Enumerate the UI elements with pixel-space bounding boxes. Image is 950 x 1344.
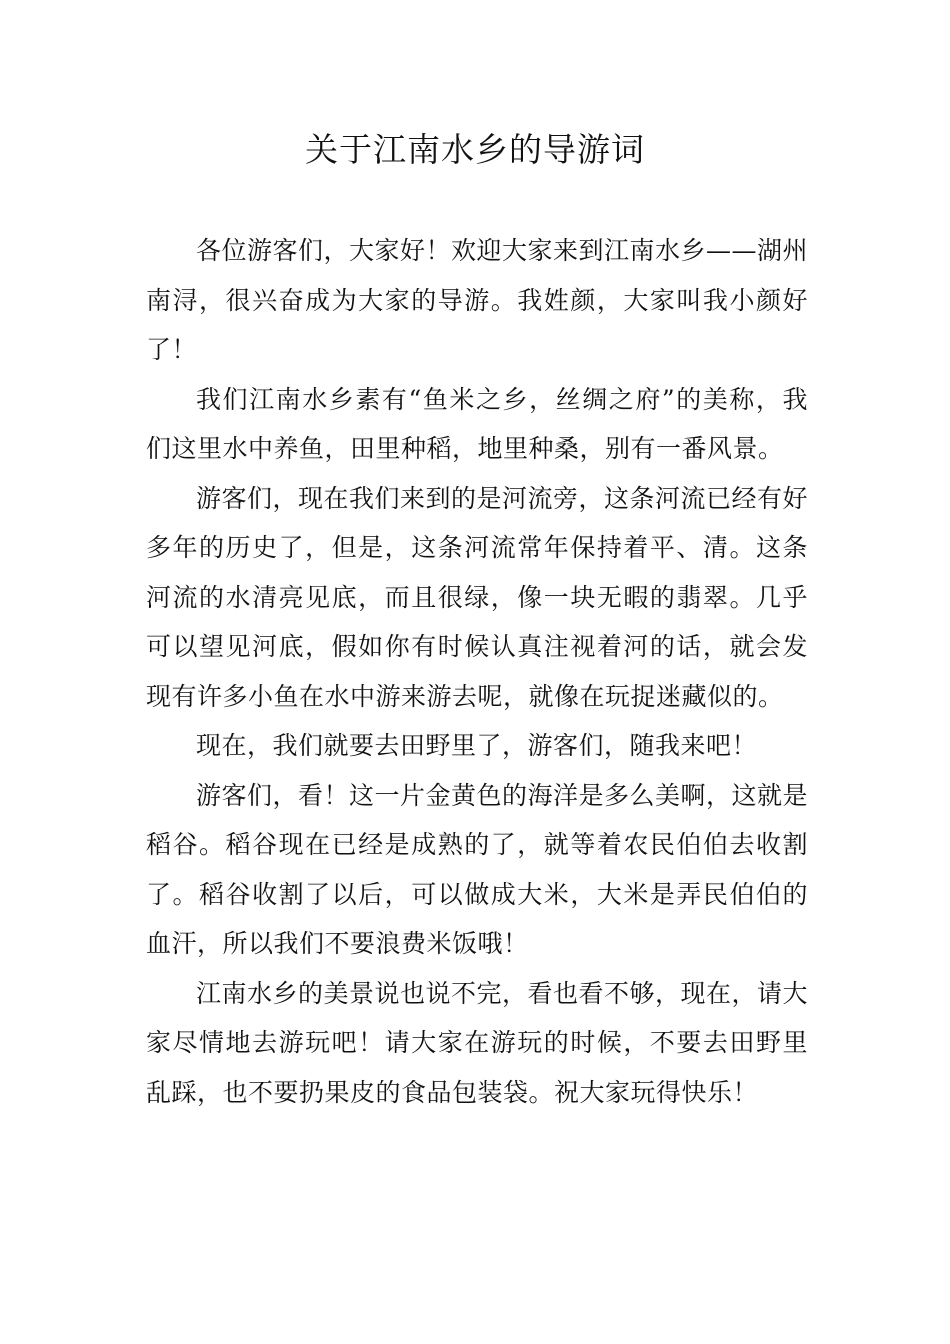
document-title: 关于江南水乡的导游词 [305, 130, 645, 169]
paragraph: 游客们，现在我们来到的是河流旁，这条河流已经有好多年的历史了，但是，这条河流常年保持着平、清。这条河流的水清亮见底，而且很绿，像一块无暇的翡翠。几乎可以望见河底，假如你有时候认真注视着河的话，就会发现有许多小鱼在水中游来游去呢，就像在玩捉迷藏似的。 [146, 483, 809, 711]
document-body [146, 226, 808, 1117]
paragraph: 游客们，看！这一片金黄色的海洋是多么美啊，这就是稻谷。稻谷现在已经是成熟的了，就等着农民伯伯去收割了。稻谷收割了以后，可以做成大米，大米是弄民伯伯的血汗，所以我们不要浪费米饭哦！ [146, 780, 809, 958]
paragraph: 我们江南水乡素有“鱼米之乡，丝绸之府”的美称，我们这里水中养鱼，田里种稻，地里种桑，别有一番风景。 [146, 384, 808, 463]
paragraph: 现在，我们就要去田野里了，游客们，随我来吧！ [196, 731, 758, 760]
paragraph: 江南水乡的美景说也说不完，看也看不够，现在，请大家尽情地去游玩吧！请大家在游玩的时候，不要去田野里乱踩，也不要扔果皮的食品包装袋。祝大家玩得快乐！ [146, 978, 809, 1107]
paragraph: 各位游客们，大家好！欢迎大家来到江南水乡——湖州南浔，很兴奋成为大家的导游。我姓颜，大家叫我小颜好了！ [146, 236, 809, 364]
